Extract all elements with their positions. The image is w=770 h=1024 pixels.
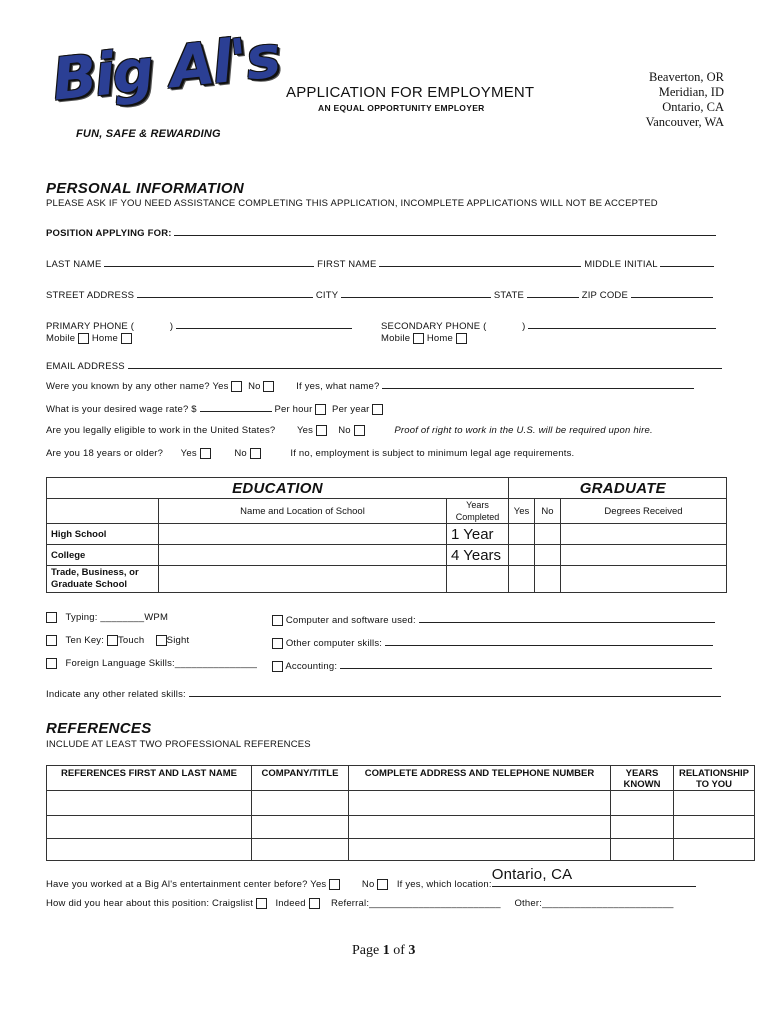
- ref-col-name: REFERENCES FIRST AND LAST NAME: [47, 766, 252, 791]
- school-name-cell[interactable]: [159, 524, 447, 545]
- worked-no-checkbox[interactable]: [377, 879, 388, 890]
- position-label: POSITION APPLYING FOR:: [46, 228, 172, 239]
- grad-yes-cell[interactable]: [509, 524, 535, 545]
- edu-level-label: College: [47, 545, 159, 566]
- grad-no-cell[interactable]: [535, 524, 561, 545]
- address-row: [46, 287, 713, 301]
- ref-address-cell[interactable]: [349, 816, 611, 839]
- grad-yes-cell[interactable]: [509, 545, 535, 566]
- company-logo: [48, 22, 282, 148]
- secondary-phone-type: [381, 333, 467, 344]
- education-row: [47, 566, 727, 593]
- worked-yes-checkbox[interactable]: [329, 879, 340, 890]
- location-item: Vancouver, WA: [645, 115, 724, 129]
- other-skills-row: [46, 686, 721, 700]
- reference-row: [47, 839, 755, 861]
- foreign-row: [46, 658, 257, 669]
- referral-label: Referral:________________________: [330, 898, 501, 910]
- middle-initial-label: MIDDLE INITIAL: [584, 259, 658, 270]
- education-table: [46, 477, 727, 593]
- primary-home-checkbox[interactable]: [121, 333, 132, 344]
- no-label: No: [338, 425, 351, 437]
- secondary-phone-paren: ): [522, 321, 526, 332]
- touch-checkbox[interactable]: [107, 635, 118, 646]
- page-current: 1: [382, 943, 390, 958]
- years-cell[interactable]: 1 Year: [447, 524, 509, 545]
- reference-row: [47, 791, 755, 816]
- state-label: STATE: [493, 290, 525, 301]
- ref-years-cell[interactable]: [611, 839, 674, 861]
- ref-col-address: COMPLETE ADDRESS AND TELEPHONE NUMBER: [349, 766, 611, 791]
- location-item: Ontario, CA: [662, 100, 724, 114]
- hear-row: [46, 898, 674, 909]
- references-table: [46, 765, 755, 861]
- logo-tagline: FUN, SAFE & REWARDING: [76, 128, 221, 140]
- ref-col-years: YEARS KNOWN: [611, 766, 674, 791]
- edu-level-label: Trade, Business, or Graduate School: [47, 566, 159, 593]
- age-note: If no, employment is subject to minimum legal age requirements.: [290, 448, 575, 460]
- age-row: [46, 448, 574, 459]
- primary-phone-label: PRIMARY PHONE (: [46, 321, 135, 332]
- location-item: Meridian, ID: [658, 85, 724, 99]
- school-name-cell[interactable]: [159, 545, 447, 566]
- other-computer-label: Other computer skills:: [285, 638, 383, 649]
- ref-years-cell[interactable]: [611, 791, 674, 816]
- location-item: Beaverton, OR: [649, 70, 724, 84]
- grad-yes-cell[interactable]: [509, 566, 535, 593]
- typing-label: Typing: ________WPM: [65, 612, 169, 624]
- degree-cell[interactable]: [561, 566, 727, 593]
- city-label: CITY: [315, 290, 339, 301]
- foreign-label: Foreign Language Skills:_______________: [65, 658, 258, 670]
- eligible-yes-checkbox[interactable]: [316, 425, 327, 436]
- page-prefix: Page: [352, 943, 383, 958]
- location-value: Ontario, CA: [491, 866, 573, 883]
- eligible-row: [46, 425, 653, 436]
- sight-checkbox[interactable]: [156, 635, 167, 646]
- per-hour-checkbox[interactable]: [315, 404, 326, 415]
- primary-mobile-checkbox[interactable]: [78, 333, 89, 344]
- per-hour-label: Per hour: [274, 404, 313, 415]
- other-computer-field[interactable]: [385, 635, 713, 646]
- proof-note: Proof of right to work in the U.S. will be required upon hire.: [394, 425, 653, 437]
- wage-field[interactable]: [200, 401, 272, 412]
- sight-label: Sight: [166, 635, 190, 647]
- degree-cell[interactable]: [561, 524, 727, 545]
- ref-name-cell[interactable]: [47, 791, 252, 816]
- grad-no-cell[interactable]: [535, 545, 561, 566]
- grad-no-cell[interactable]: [535, 566, 561, 593]
- form-title: APPLICATION FOR EMPLOYMENT: [286, 84, 535, 101]
- form-subtitle: AN EQUAL OPPORTUNITY EMPLOYER: [318, 103, 485, 113]
- location-list: [646, 70, 724, 130]
- ref-relationship-cell[interactable]: [674, 839, 755, 861]
- logo-wordmark: Big Al's: [49, 22, 282, 114]
- primary-phone-type: [46, 333, 132, 344]
- no-label: No: [361, 879, 375, 890]
- other-label: Other:________________________: [514, 898, 674, 910]
- education-row: [47, 545, 727, 566]
- ref-years-cell[interactable]: [611, 816, 674, 839]
- ref-name-cell[interactable]: [47, 816, 252, 839]
- secondary-home-checkbox[interactable]: [456, 333, 467, 344]
- age-question: Are you 18 years or older?: [46, 448, 164, 460]
- wage-row: [46, 401, 383, 415]
- degree-cell[interactable]: [561, 545, 727, 566]
- computer-row: [272, 612, 715, 626]
- per-year-checkbox[interactable]: [372, 404, 383, 415]
- which-location-field[interactable]: [491, 866, 696, 887]
- ref-col-relationship: RELATIONSHIP TO YOU: [674, 766, 755, 791]
- education-heading-cell: [47, 478, 509, 499]
- ref-name-cell[interactable]: [47, 839, 252, 861]
- graduate-heading: GRADUATE: [579, 479, 666, 497]
- references-note: INCLUDE AT LEAST TWO PROFESSIONAL REFERENCES: [46, 739, 311, 750]
- last-name-field[interactable]: [104, 256, 314, 267]
- foreign-language-checkbox[interactable]: [46, 658, 57, 669]
- zip-label: ZIP CODE: [581, 290, 629, 301]
- email-row: [46, 358, 722, 372]
- years-cell[interactable]: [447, 566, 509, 593]
- craigslist-checkbox[interactable]: [256, 898, 267, 909]
- col-years-header: Years Completed: [447, 499, 509, 524]
- assistance-notice: PLEASE ASK IF YOU NEED ASSISTANCE COMPLETING THIS APPLICATION, INCOMPLETE APPLICATIONS WILL NOT BE ACCEPTED: [46, 198, 658, 209]
- accounting-row: [272, 658, 712, 672]
- accounting-label: Accounting:: [285, 661, 338, 672]
- first-name-label: FIRST NAME: [317, 259, 377, 270]
- home-label: Home: [426, 333, 454, 345]
- yes-label: Yes: [180, 448, 197, 460]
- worked-before-row: [46, 866, 696, 890]
- eligible-no-checkbox[interactable]: [354, 425, 365, 436]
- mobile-label: Mobile: [46, 333, 76, 345]
- col-school-header: Name and Location of School: [159, 499, 447, 524]
- city-field[interactable]: [341, 287, 491, 298]
- page-total: 3: [408, 943, 416, 958]
- position-row: [46, 225, 716, 239]
- per-year-label: Per year: [332, 404, 370, 415]
- tenkey-label: Ten Key:: [65, 635, 105, 647]
- no-label: No: [248, 381, 261, 392]
- eligible-question: Are you legally eligible to work in the United States?: [46, 425, 276, 437]
- ref-company-cell[interactable]: [252, 816, 349, 839]
- personal-info-heading: PERSONAL INFORMATION: [46, 180, 244, 197]
- col-no-header: No: [535, 499, 561, 524]
- graduate-heading-cell: [509, 478, 727, 499]
- school-name-cell[interactable]: [159, 566, 447, 593]
- street-field[interactable]: [137, 287, 313, 298]
- typing-row: [46, 612, 168, 623]
- other-computer-checkbox[interactable]: [272, 638, 283, 649]
- email-field[interactable]: [128, 358, 722, 369]
- other-name-field[interactable]: [382, 378, 694, 389]
- computer-label: Computer and software used:: [285, 615, 416, 626]
- secondary-mobile-checkbox[interactable]: [413, 333, 424, 344]
- edu-level-label: High School: [47, 524, 159, 545]
- years-cell[interactable]: 4 Years: [447, 545, 509, 566]
- col-degrees-header: Degrees Received: [561, 499, 727, 524]
- computer-field[interactable]: [419, 612, 715, 623]
- primary-phone-row: [46, 318, 352, 332]
- tenkey-checkbox[interactable]: [46, 635, 57, 646]
- primary-phone-field[interactable]: [176, 318, 352, 329]
- col-yes-header: Yes: [509, 499, 535, 524]
- ref-address-cell[interactable]: [349, 839, 611, 861]
- worked-before-question: Have you worked at a Big Al's entertainment center before? Yes: [46, 879, 327, 890]
- other-name-question: Were you known by any other name? Yes: [46, 381, 229, 392]
- computer-checkbox[interactable]: [272, 615, 283, 626]
- last-name-label: LAST NAME: [46, 259, 102, 270]
- name-row: [46, 256, 714, 270]
- state-field[interactable]: [527, 287, 579, 298]
- other-skills-field[interactable]: [189, 686, 721, 697]
- other-skills-label: Indicate any other related skills:: [46, 689, 186, 700]
- which-location-label: If yes, which location:: [396, 879, 492, 890]
- email-label: EMAIL ADDRESS: [46, 361, 125, 372]
- other-name-yes-checkbox[interactable]: [231, 381, 242, 392]
- ref-company-cell[interactable]: [252, 839, 349, 861]
- secondary-phone-field[interactable]: [528, 318, 716, 329]
- page-number: [352, 943, 415, 959]
- other-name-row: [46, 378, 694, 392]
- indeed-label: Indeed: [275, 898, 306, 910]
- education-heading: EDUCATION: [232, 479, 323, 497]
- first-name-field[interactable]: [379, 256, 581, 267]
- reference-row: [47, 816, 755, 839]
- age-yes-checkbox[interactable]: [200, 448, 211, 459]
- education-row: [47, 524, 727, 545]
- accounting-checkbox[interactable]: [272, 661, 283, 672]
- references-heading: REFERENCES: [46, 720, 152, 737]
- street-label: STREET ADDRESS: [46, 290, 135, 301]
- ref-col-company: COMPANY/TITLE: [252, 766, 349, 791]
- age-no-checkbox[interactable]: [250, 448, 261, 459]
- zip-field[interactable]: [631, 287, 713, 298]
- typing-checkbox[interactable]: [46, 612, 57, 623]
- ref-company-cell[interactable]: [252, 791, 349, 816]
- page-of: of: [389, 943, 409, 958]
- position-field[interactable]: [174, 225, 716, 236]
- mobile-label: Mobile: [381, 333, 411, 345]
- accounting-field[interactable]: [340, 658, 712, 669]
- hear-question: How did you hear about this position: Craigslist: [46, 898, 254, 910]
- yes-label: Yes: [296, 425, 314, 437]
- middle-initial-field[interactable]: [660, 256, 714, 267]
- other-name-prompt: If yes, what name?: [296, 381, 380, 392]
- secondary-phone-label: SECONDARY PHONE (: [381, 321, 487, 332]
- no-label: No: [234, 448, 247, 460]
- secondary-phone-row: [381, 318, 716, 332]
- tenkey-row: [46, 635, 189, 646]
- indeed-checkbox[interactable]: [309, 898, 320, 909]
- ref-relationship-cell[interactable]: [674, 791, 755, 816]
- touch-label: Touch: [117, 635, 145, 647]
- other-computer-row: [272, 635, 713, 649]
- wage-question: What is your desired wage rate? $: [46, 404, 197, 415]
- other-name-no-checkbox[interactable]: [263, 381, 274, 392]
- primary-phone-paren: ): [169, 321, 174, 332]
- ref-relationship-cell[interactable]: [674, 816, 755, 839]
- home-label: Home: [91, 333, 119, 345]
- ref-address-cell[interactable]: [349, 791, 611, 816]
